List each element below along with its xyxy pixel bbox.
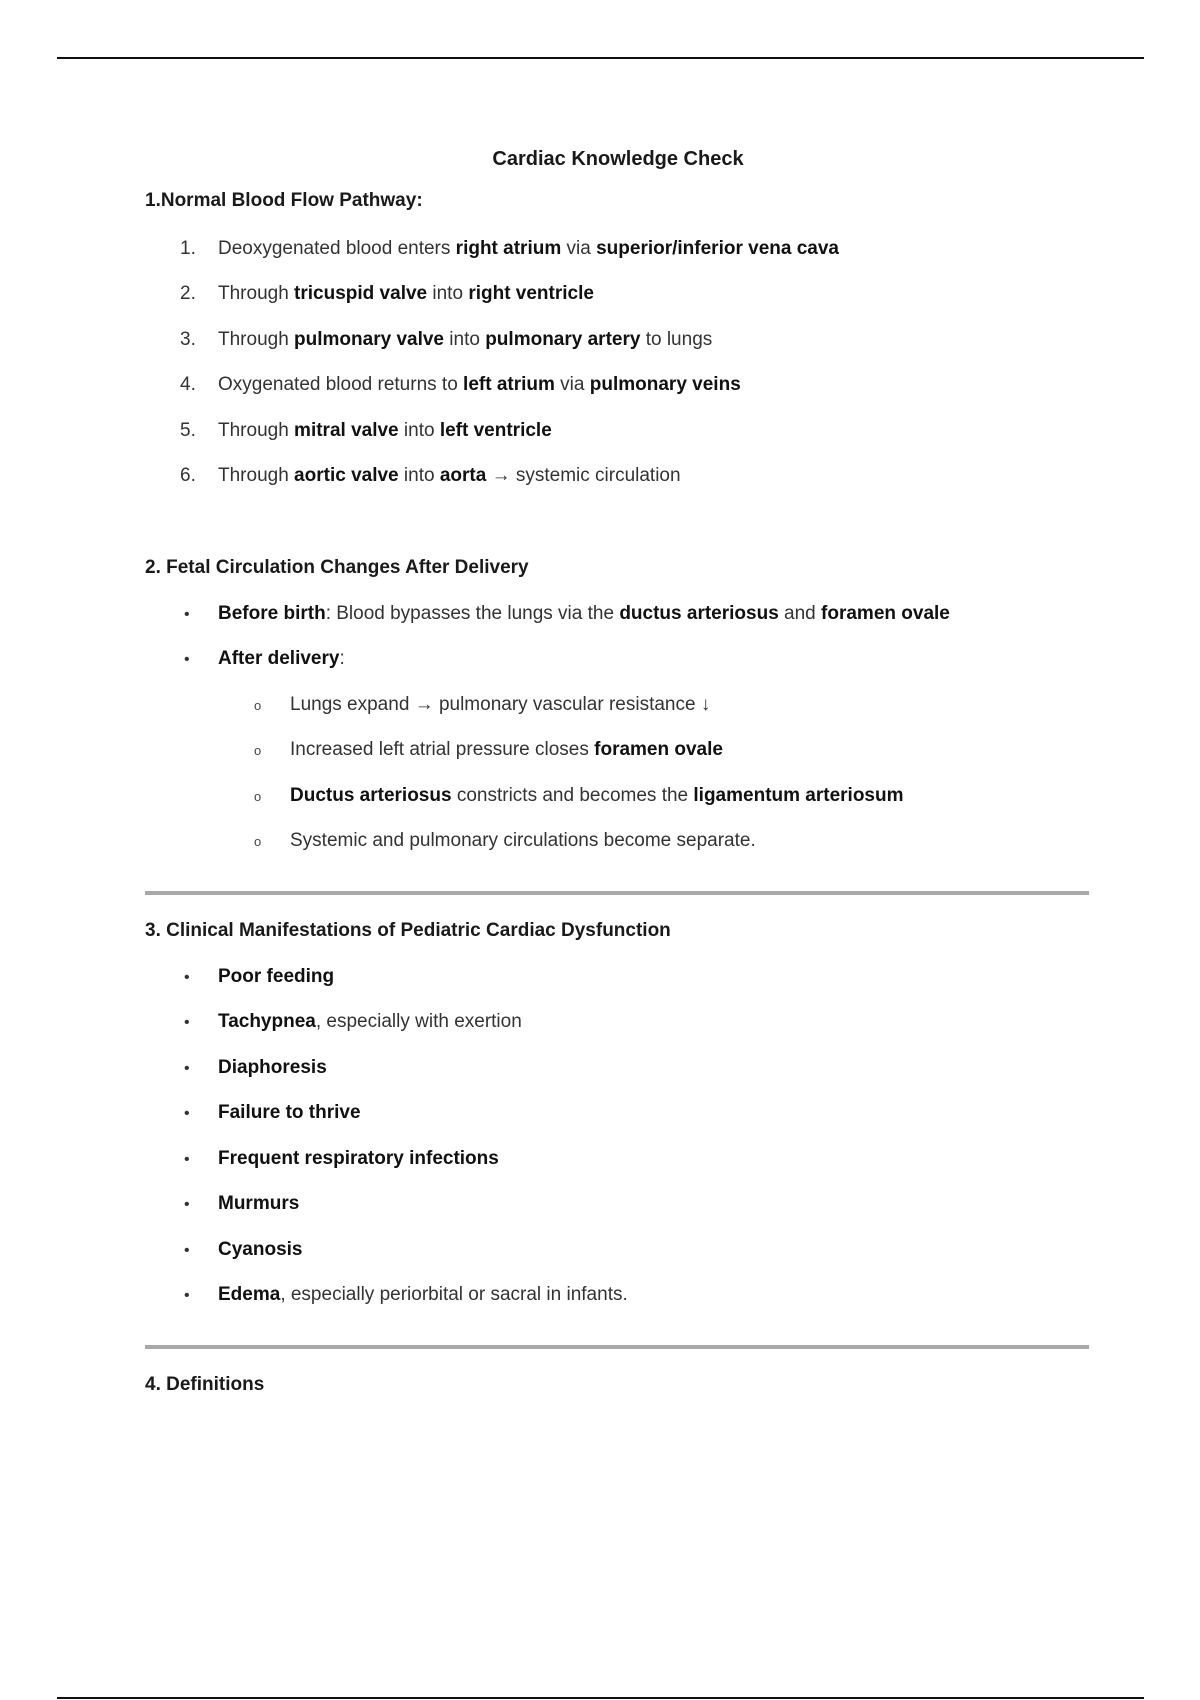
list-item [180,1146,499,1173]
bold-term: pulmonary artery [485,329,641,350]
list-marker: 3. [180,329,196,350]
text-run: Oxygenated blood returns to [218,374,464,395]
bold-term: right ventricle [468,283,594,304]
section-1-heading: 1.Normal Blood Flow Pathway: [145,190,423,211]
list-marker: o [254,743,262,758]
bold-term: mitral valve [294,420,399,441]
bold-term: Before birth [218,603,326,624]
bold-term: Murmurs [218,1193,300,1214]
bold-term: Frequent respiratory infections [218,1148,499,1169]
text-run: Lungs expand → pulmonary vascular resistance ↓ [290,694,711,715]
list-marker: • [184,1105,190,1122]
section-4-heading: 4. Definitions [145,1374,265,1395]
list-marker: • [184,1196,190,1213]
text-run: into [398,420,440,441]
text-run: , especially periorbital or sacral in infants. [280,1284,628,1305]
sub-list-item [254,828,756,855]
bold-term: ductus arteriosus [619,603,779,624]
bold-term: ligamentum arteriosum [693,785,904,806]
list-item [180,646,345,673]
list-marker: 1. [180,238,196,259]
text-run: Deoxygenated blood enters [218,238,456,259]
list-item [180,601,950,628]
sub-list-item [254,737,723,764]
bold-term: aortic valve [294,465,399,486]
text-run: into [398,465,440,486]
list-marker: 2. [180,283,196,304]
list-item [180,1009,522,1036]
text-run: : [339,648,345,669]
bold-term: left ventricle [439,420,552,441]
list-marker: • [184,651,190,668]
text-run: , especially with exertion [315,1011,522,1032]
list-item [180,1100,361,1127]
bold-term: Edema [218,1284,281,1305]
list-marker: o [254,834,262,849]
bold-term: superior/inferior vena cava [596,238,839,259]
bold-term: pulmonary veins [589,374,741,395]
list-marker: • [184,1287,190,1304]
bold-term: foramen ovale [821,603,950,624]
bold-term: left atrium [463,374,555,395]
text-run: → systemic circulation [486,465,681,486]
text-run: constricts and becomes the [451,785,694,806]
bold-term: Diaphoresis [218,1057,327,1078]
page-top-rule [57,57,1144,59]
bold-term: right atrium [455,238,562,259]
list-marker: • [184,969,190,986]
list-item [180,281,594,307]
bold-term: Ductus arteriosus [290,785,452,806]
list-marker: o [254,789,262,804]
list-marker: 4. [180,374,196,395]
list-item [180,327,712,353]
text-run: Through [218,283,295,304]
text-run: Through [218,329,295,350]
text-run: via [554,374,590,395]
bold-term: pulmonary valve [294,329,444,350]
list-item [180,964,334,991]
text-run: Increased left atrial pressure closes [290,739,595,760]
sub-list-item [254,692,710,719]
section-divider [145,1345,1089,1349]
list-item [180,236,839,262]
text-run: Systemic and pulmonary circulations become separate. [290,830,756,851]
text-run: via [561,238,597,259]
list-item [180,1191,299,1218]
text-run: : Blood bypasses the lungs via the [325,603,620,624]
list-marker: 5. [180,420,196,441]
bold-term: foramen ovale [594,739,723,760]
list-item [180,372,741,398]
sub-list-item [254,783,904,810]
text-run: Through [218,465,295,486]
list-marker: • [184,606,190,623]
text-run: into [444,329,486,350]
bold-term: After delivery [218,648,340,669]
list-marker: 6. [180,465,196,486]
bold-term: Cyanosis [218,1239,303,1260]
bold-term: tricuspid valve [294,283,428,304]
bold-term: Poor feeding [218,966,335,987]
text-run: and [778,603,822,624]
list-marker: • [184,1151,190,1168]
page-bottom-rule [57,1697,1144,1699]
section-2-heading: 2. Fetal Circulation Changes After Delivery [145,557,529,578]
list-marker: • [184,1014,190,1031]
section-3-heading: 3. Clinical Manifestations of Pediatric Cardiac Dysfunction [145,920,671,941]
list-item [180,1237,302,1264]
bold-term: Tachypnea [218,1011,316,1032]
list-item [180,1282,628,1309]
list-item [180,1055,327,1082]
list-item [180,463,681,489]
text-run: Through [218,420,295,441]
document-title: Cardiac Knowledge Check [492,148,744,170]
list-marker: o [254,698,262,713]
list-item [180,418,552,444]
bold-term: aorta [439,465,487,486]
text-run: to lungs [640,329,713,350]
text-run: into [427,283,469,304]
bold-term: Failure to thrive [218,1102,361,1123]
list-marker: • [184,1060,190,1077]
list-marker: • [184,1242,190,1259]
section-divider [145,891,1089,895]
